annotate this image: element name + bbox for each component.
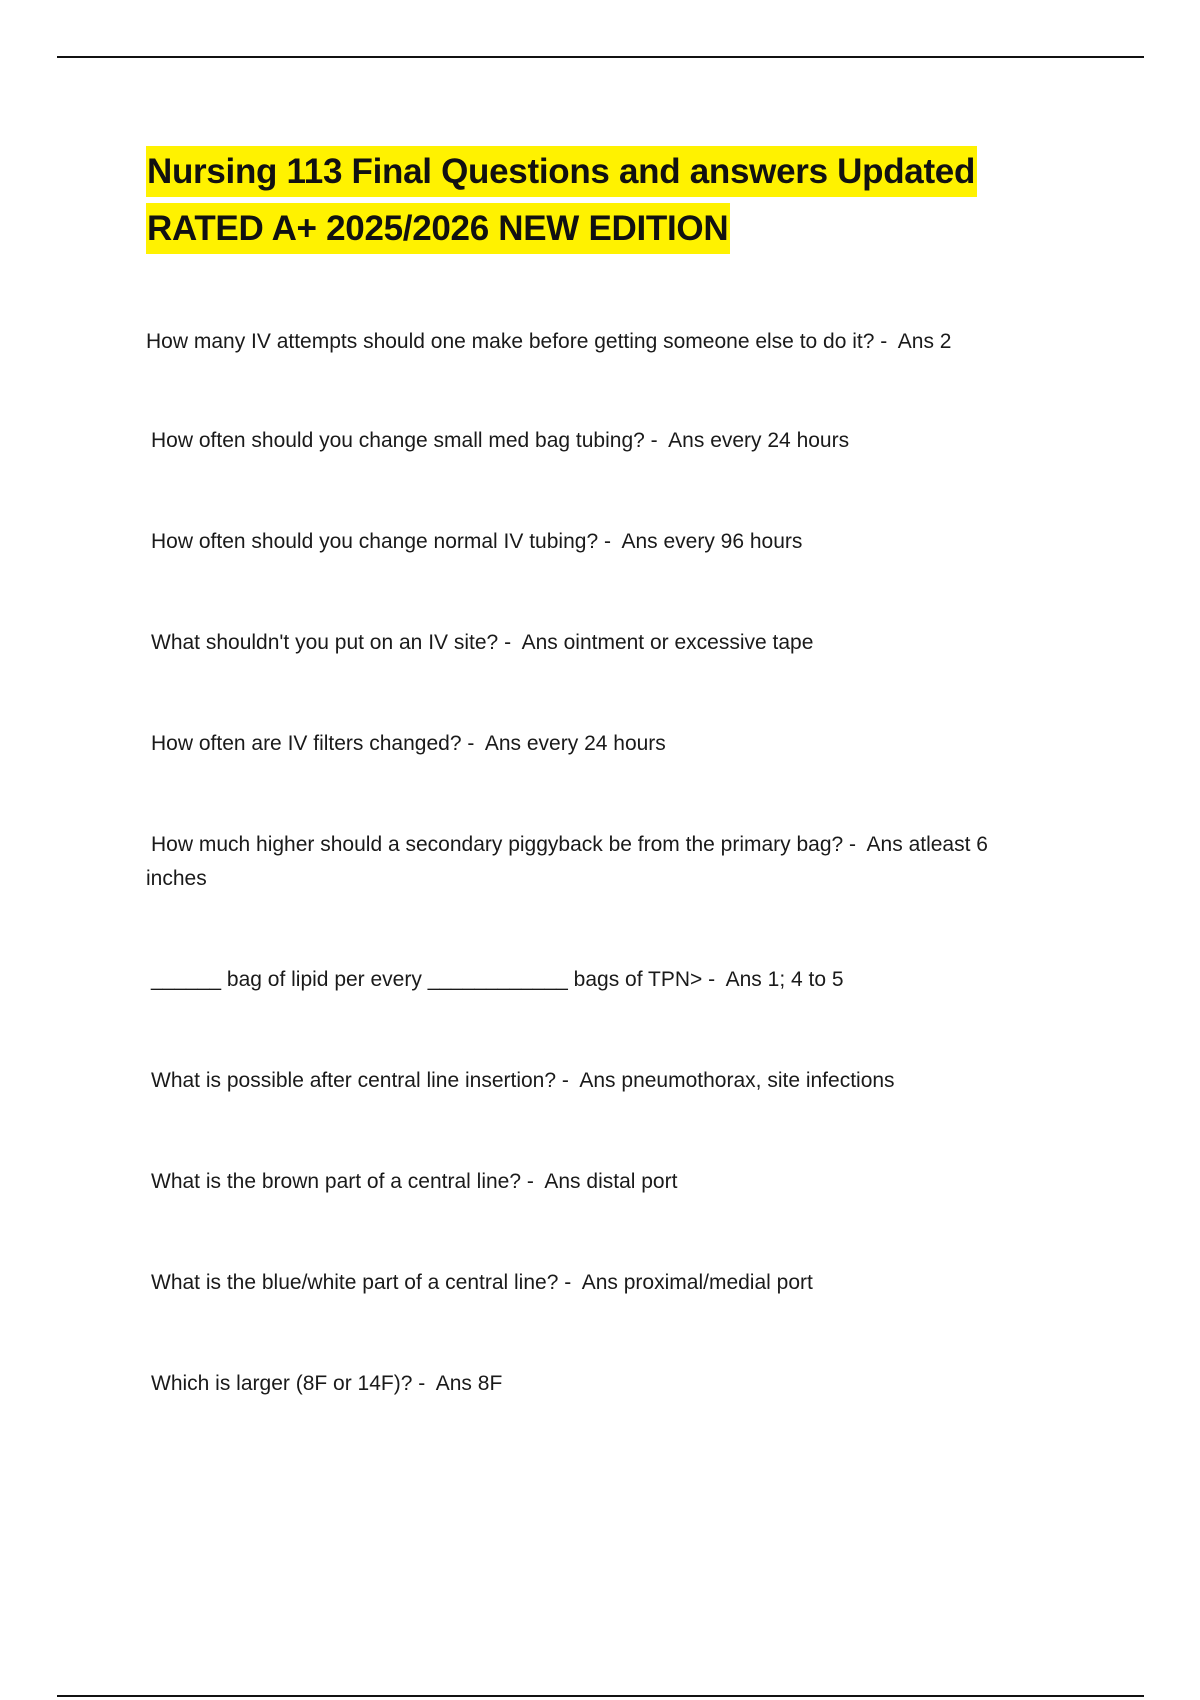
question: How often should you change normal IV tubing? [151, 530, 599, 553]
separator: - [644, 429, 669, 452]
qa-item-11 [151, 1367, 502, 1401]
qa-item-3 [151, 525, 802, 559]
question: How often are IV filters changed? [151, 732, 462, 755]
question: What shouldn't you put on an IV site? [151, 631, 499, 654]
separator: - [874, 330, 898, 353]
answer: Ans pneumothorax, site infections [579, 1069, 895, 1092]
qa-item-7 [151, 963, 844, 997]
answer: Ans every 24 hours [484, 732, 666, 755]
question: How much higher should a secondary piggyback be from the primary bag? [151, 833, 844, 856]
answer: Ans 2 [897, 330, 952, 353]
answer: Ans every 96 hours [621, 530, 803, 553]
separator: - [558, 1271, 582, 1294]
document-title [146, 146, 1046, 254]
title-line-2: RATED A+ 2025/2026 NEW EDITION [146, 203, 730, 254]
question: What is the brown part of a central line? [151, 1170, 522, 1193]
question: How often should you change small med bag tubing? [151, 429, 645, 452]
header-rule [57, 56, 1144, 58]
qa-item-4 [151, 626, 813, 660]
question: What is the blue/white part of a central line? [151, 1271, 559, 1294]
separator: - [498, 631, 522, 654]
answer: Ans every 24 hours [668, 429, 850, 452]
answer: Ans 1; 4 to 5 [725, 968, 844, 991]
answer: Ans proximal/medial port [581, 1271, 813, 1294]
separator: - [556, 1069, 580, 1092]
title-line-1: Nursing 113 Final Questions and answers Updated [146, 146, 977, 197]
question: Which is larger (8F or 14F)? [151, 1372, 413, 1395]
qa-item-8 [151, 1064, 895, 1098]
separator: - [461, 732, 485, 755]
question: ______ bag of lipid per every ____________ bags of TPN> [151, 968, 703, 991]
question: What is possible after central line insertion? [151, 1069, 557, 1092]
footer-rule [57, 1695, 1144, 1697]
separator: - [843, 833, 867, 856]
answer: Ans distal port [544, 1170, 678, 1193]
question: How many IV attempts should one make before getting someone else to do it? [146, 330, 875, 353]
qa-item-9 [151, 1165, 677, 1199]
separator: - [521, 1170, 545, 1193]
qa-item-10 [151, 1266, 813, 1300]
qa-item-1 [146, 325, 951, 359]
qa-item-2 [151, 424, 849, 458]
qa-item-6 [146, 828, 1046, 896]
separator: - [702, 968, 726, 991]
answer: Ans ointment or excessive tape [521, 631, 814, 654]
separator: - [412, 1372, 436, 1395]
separator: - [598, 530, 622, 553]
qa-item-5 [151, 727, 666, 761]
answer: Ans 8F [435, 1372, 503, 1395]
answer: Ans atleast 6 inches [146, 833, 988, 890]
